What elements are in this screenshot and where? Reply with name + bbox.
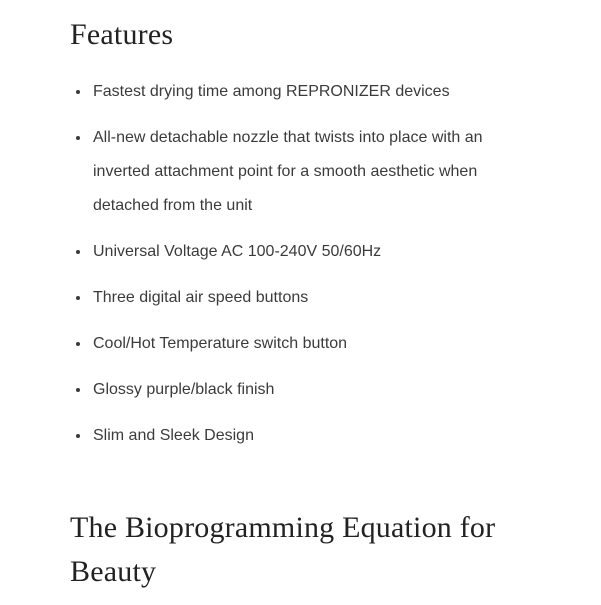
feature-list-item: • Fastest drying time among REPRONIZER devices [91, 75, 529, 109]
features-heading: Features [70, 18, 174, 51]
bioprogramming-heading: The Bioprogramming Equation for Beauty [70, 511, 496, 588]
feature-list-item: • Universal Voltage AC 100-240V 50/60Hz [91, 235, 529, 269]
feature-list-item: • All-new detachable nozzle that twists into place with an inverted attachment point for a smooth aesthetic when detached from the unit [91, 121, 529, 223]
feature-list-item: • Three digital air speed buttons [91, 281, 529, 315]
feature-list-item: • Glossy purple/black finish [91, 373, 529, 407]
feature-list-item: • Slim and Sleek Design [91, 419, 529, 453]
feature-list-item: • Cool/Hot Temperature switch button [91, 327, 529, 361]
features-list [70, 75, 529, 453]
